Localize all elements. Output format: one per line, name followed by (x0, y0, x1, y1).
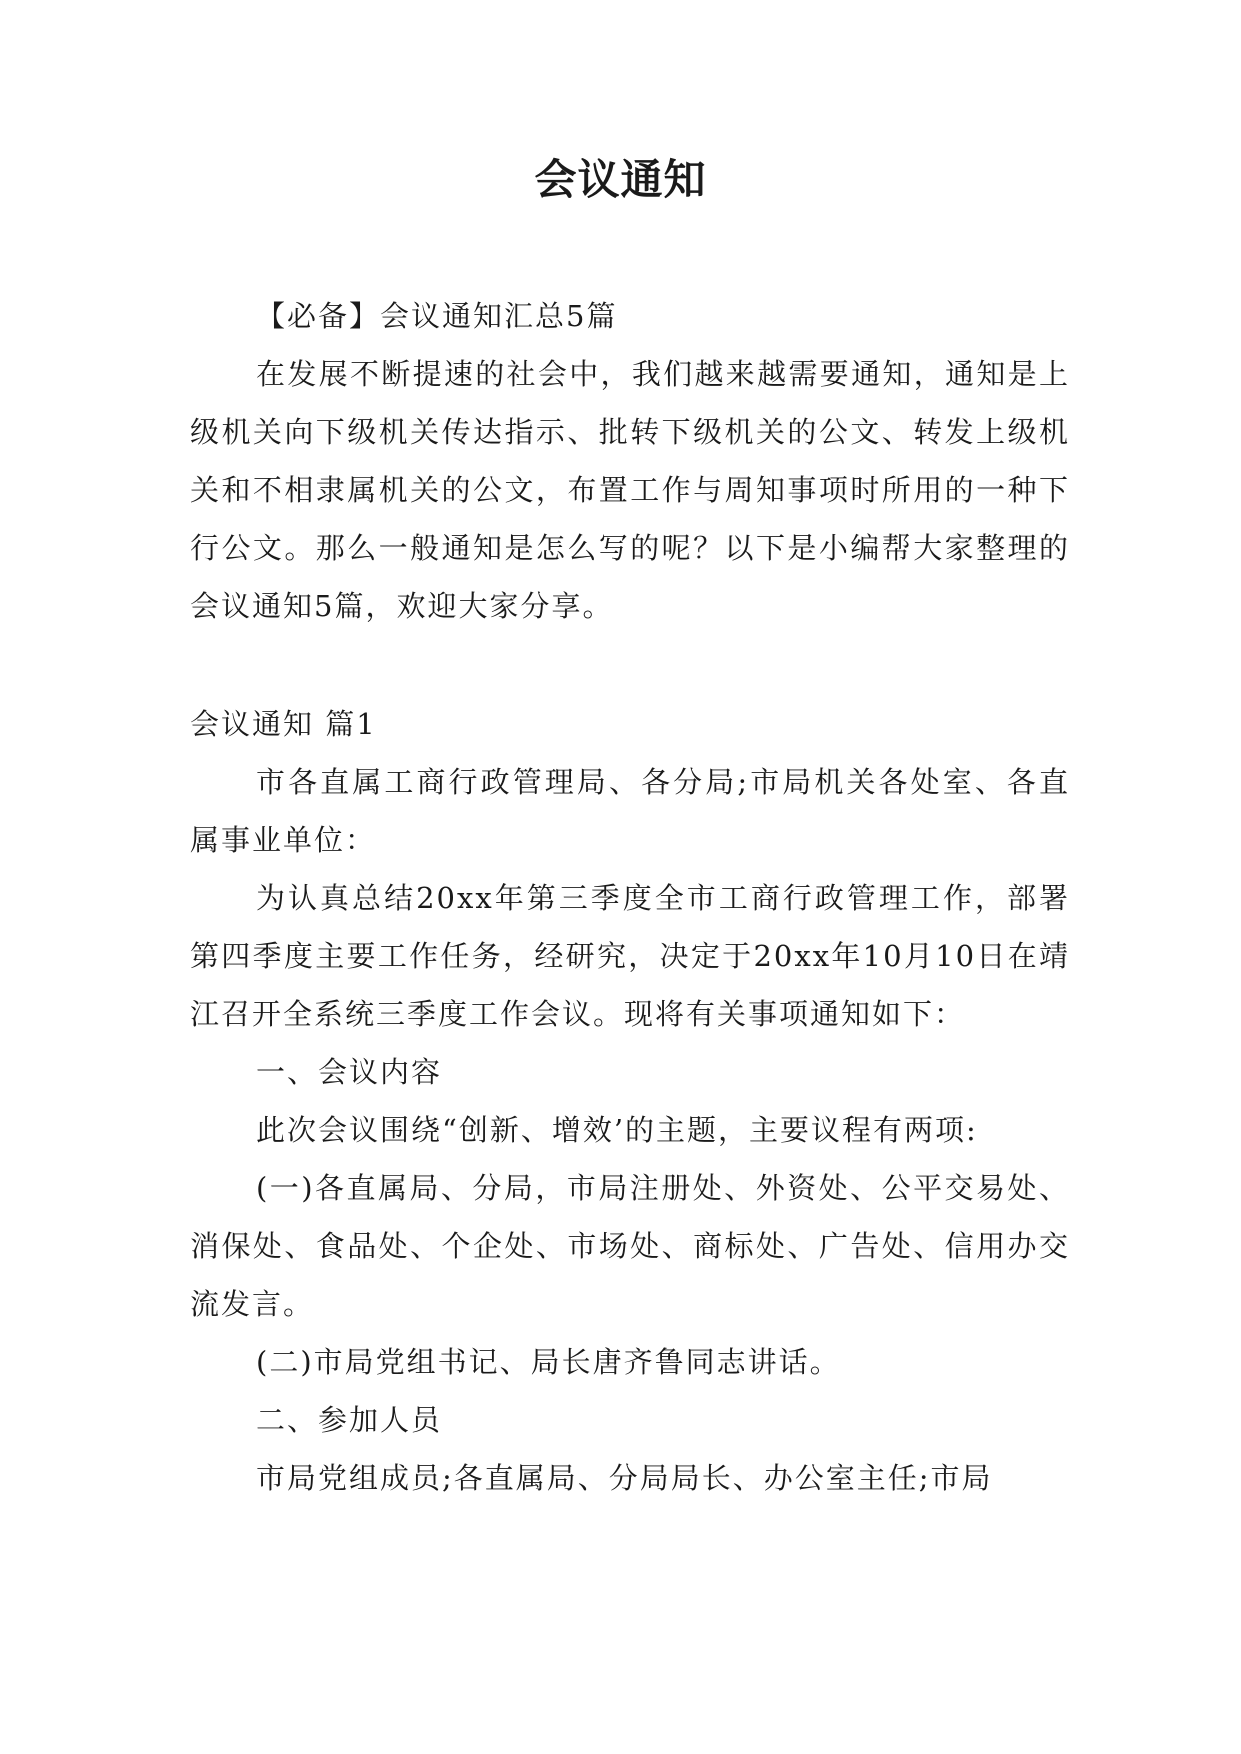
document-subtitle: 【必备】会议通知汇总5篇 (256, 299, 618, 333)
document-title: 会议通知 (534, 155, 707, 204)
item2-heading: 二、参加人员 (256, 1403, 443, 1437)
section-heading: 会议通知 篇1 (190, 707, 377, 741)
intro-paragraph: 在发展不断提速的社会中，我们越来越需要通知，通知是上级机关向下级机关传达指示、批转下级机关的公文、转发上级机关和不相隶属机关的公文，布置工作与周知事项时所用的一种下行公文。那么一般通知是怎么写的呢？以下是小编帮大家整理的会议通知5篇，欢迎大家分享。 (190, 357, 1070, 623)
item1-sub2: (二)市局党组书记、局长唐齐鲁同志讲话。 (256, 1345, 841, 1379)
purpose-paragraph: 为认真总结20xx年第三季度全市工商行政管理工作，部署第四季度主要工作任务，经研究，决定于20xx年10月10日在靖江召开全系统三季度工作会议。现将有关事项通知如下： (190, 881, 1070, 1031)
document-body (190, 287, 1070, 1507)
item1-heading: 一、会议内容 (256, 1055, 443, 1089)
item1-sub1: (一)各直属局、分局，市局注册处、外资处、公平交易处、消保处、食品处、个企处、市场处、商标处、广告处、信用办交流发言。 (190, 1171, 1070, 1321)
item1-text: 此次会议围绕“创新、增效’的主题，主要议程有两项: (256, 1113, 978, 1147)
addressee-paragraph: 市各直属工商行政管理局、各分局;市局机关各处室、各直属事业单位： (190, 765, 1070, 857)
item2-text: 市局党组成员;各直属局、分局局长、办公室主任;市局 (256, 1461, 993, 1495)
section-spacer (190, 635, 1070, 695)
